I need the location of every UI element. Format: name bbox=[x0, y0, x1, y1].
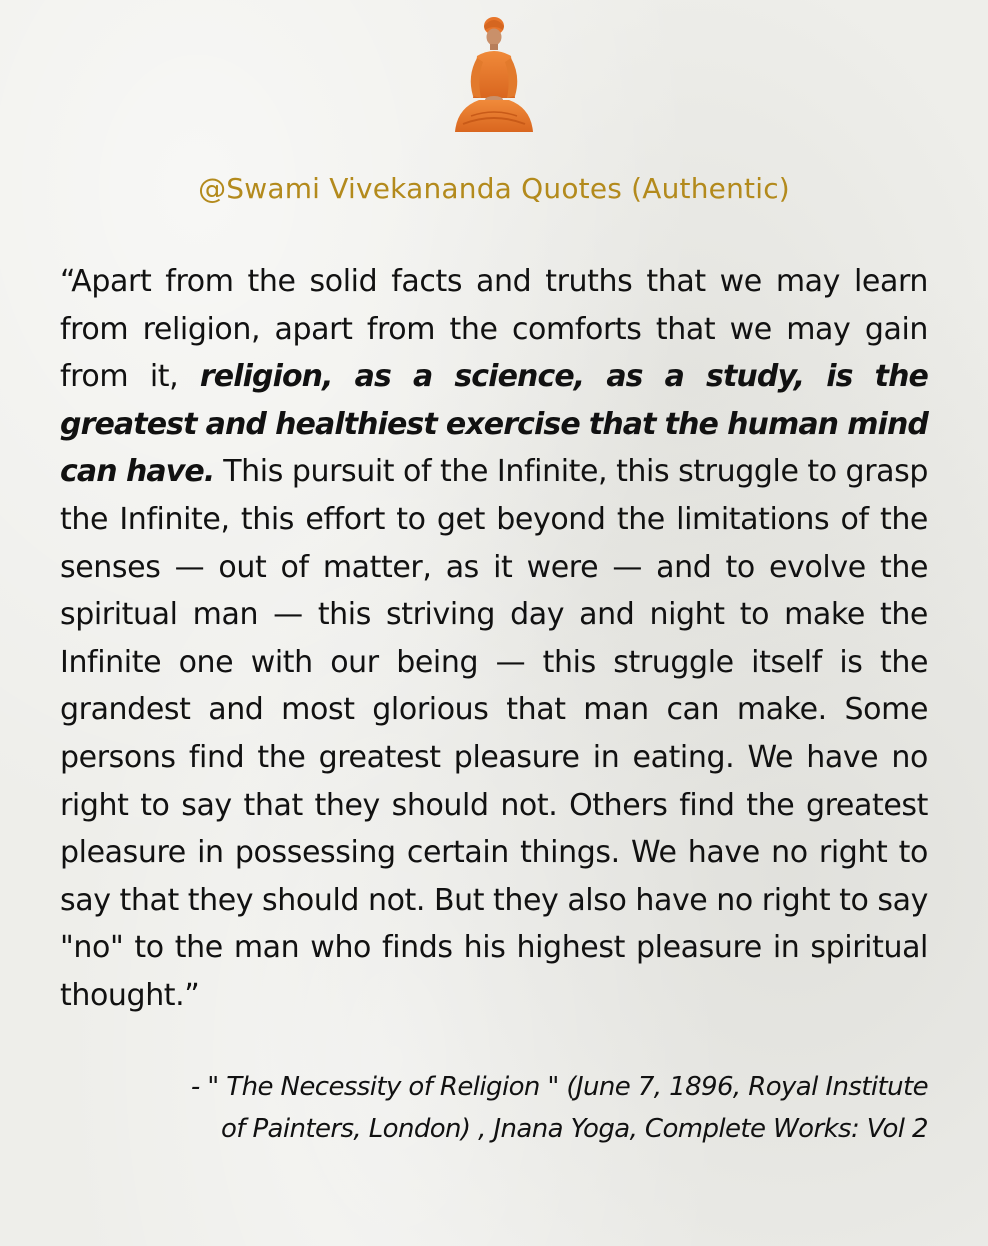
quote-part-1: “Apart from the solid facts and truths that we may learn from religion, apart from the comforts that we may gain from it, bbox=[60, 264, 928, 395]
quote-source bbox=[60, 1066, 928, 1150]
quote-text bbox=[60, 258, 928, 1020]
source-line-1: - " The Necessity of Religion " (June 7, 1896, Royal Institute bbox=[190, 1072, 928, 1102]
channel-handle: @Swami Vivekananda Quotes (Authentic) bbox=[198, 172, 790, 205]
quote-part-2: This pursuit of the Infinite, this struggle to grasp the Infinite, this effort to get beyond the limitations of the senses — out of matter, as it were — and to evolve the spiritual man — this striving day and night to make the Infinite one with our being — this struggle itself is the grandest and most glorious that man can make. Some persons find the greatest pleasure in eating. We have no right to say that they should not. Others find the greatest pleasure in possessing certain things. We have no right to say that they should not. But they also have no right to say "no" to the man who finds his highest pleasure in spiritual thought.” bbox=[60, 454, 928, 1013]
source-line-2: of Painters, London) , Jnana Yoga, Complete Works: Vol 2 bbox=[220, 1114, 928, 1144]
quote-emphasis: religion, as a science, as a study, is the greatest and healthiest exercise that the human mind can have. bbox=[60, 359, 929, 490]
swami-vivekananda-portrait-icon bbox=[449, 12, 539, 134]
